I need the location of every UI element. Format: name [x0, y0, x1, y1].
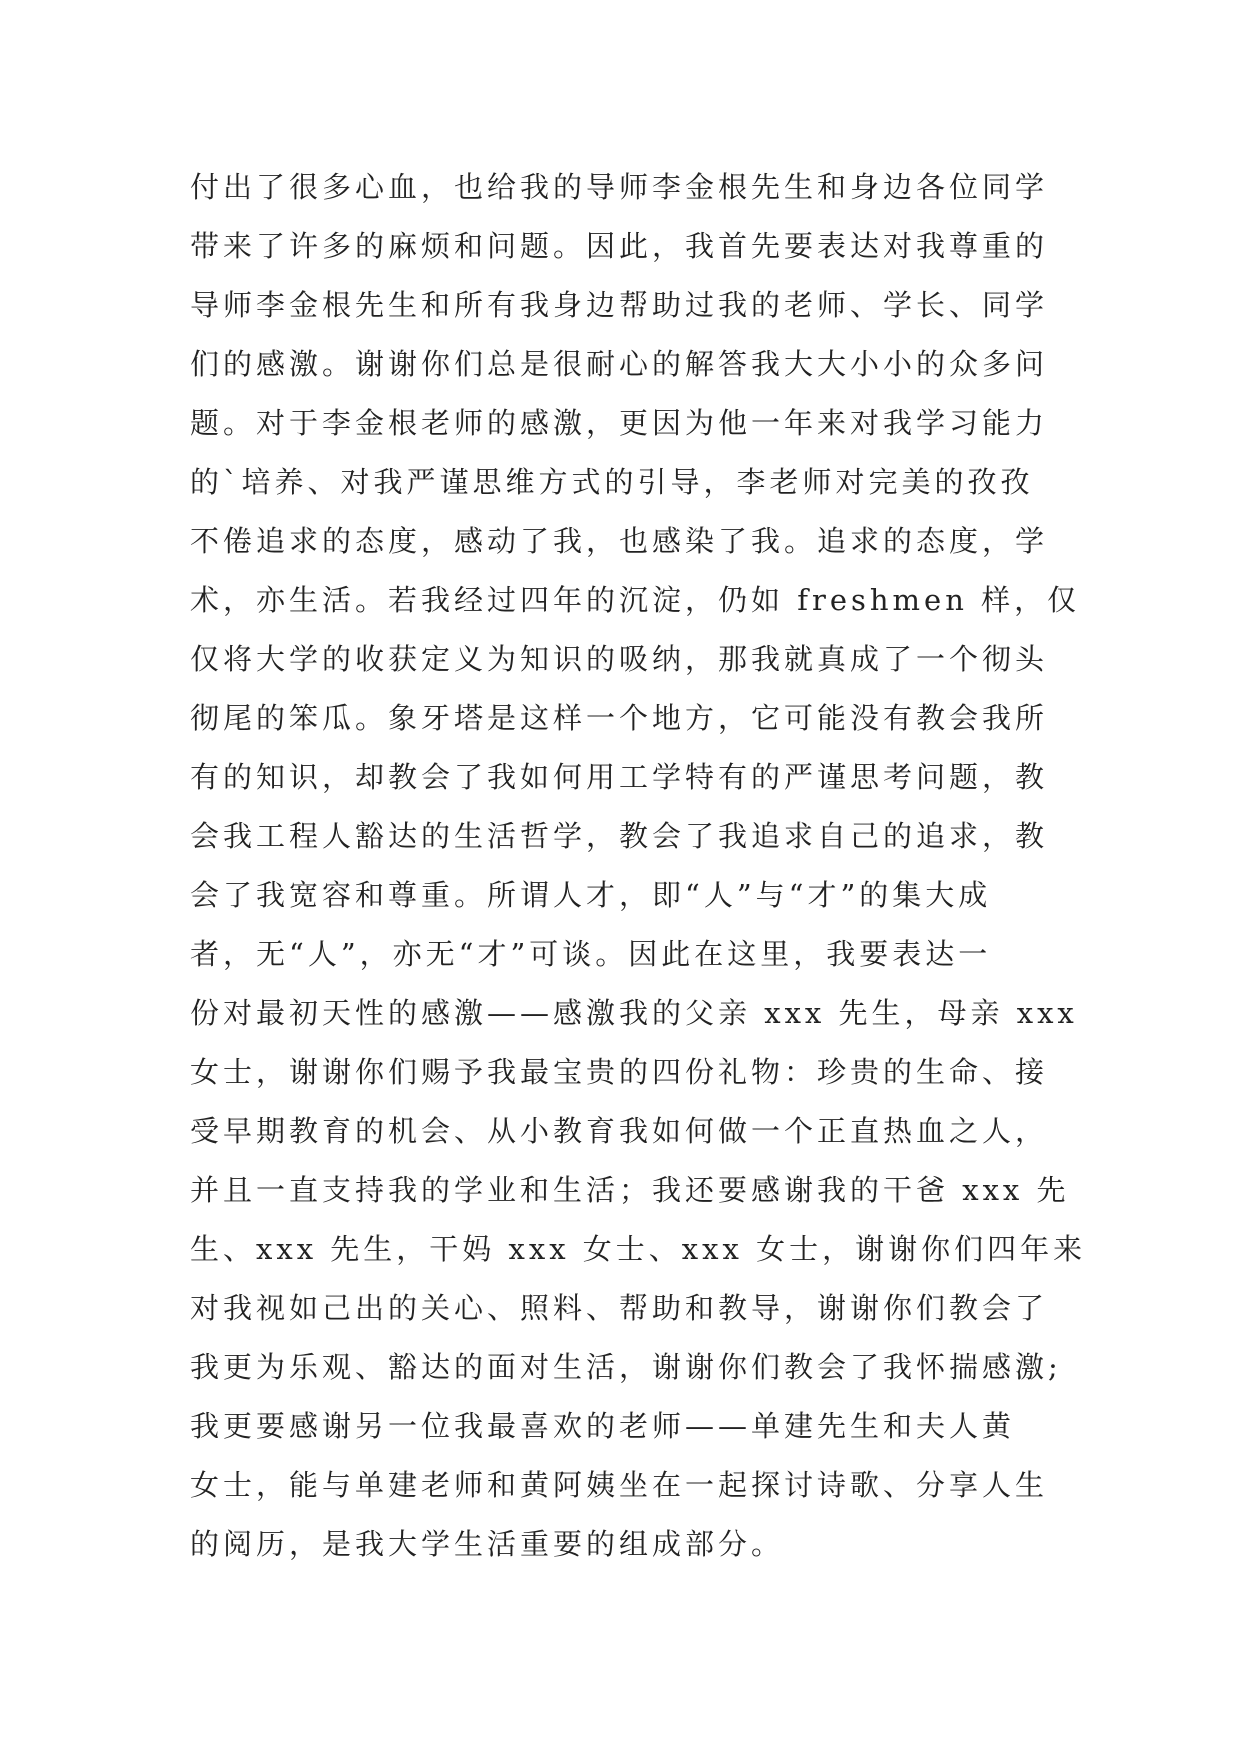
text-line: 生、xxx 先生，干妈 xxx 女士、xxx 女士，谢谢你们四年来: [190, 1232, 1087, 1266]
text-line: 我更为乐观、豁达的面对生活，谢谢你们教会了我怀揣感激;: [190, 1350, 1062, 1384]
text-line: 对我视如己出的关心、照料、帮助和教导，谢谢你们教会了: [190, 1291, 1049, 1325]
text-line: 者，无“人”，亦无“才”可谈。因此在这里，我要表达一: [190, 937, 992, 971]
text-line: 女士，谢谢你们赐予我最宝贵的四份礼物：珍贵的生命、接: [190, 1055, 1049, 1089]
text-line: 并且一直支持我的学业和生活；我还要感谢我的干爸 xxx 先: [190, 1173, 1070, 1207]
text-line: 们的感激。谢谢你们总是很耐心的解答我大大小小的众多问: [190, 347, 1049, 381]
text-line: 份对最初天性的感激——感激我的父亲 xxx 先生，母亲 xxx: [190, 996, 1078, 1030]
text-line: 会了我宽容和尊重。所谓人才，即“人”与“才”的集大成: [190, 878, 992, 912]
body-paragraph: [190, 158, 1087, 1574]
text-line: 我更要感谢另一位我最喜欢的老师——单建先生和夫人黄: [190, 1409, 1016, 1443]
text-line: 仅将大学的收获定义为知识的吸纳，那我就真成了一个彻头: [190, 642, 1049, 676]
text-line: 付出了很多心血，也给我的导师李金根先生和身边各位同学: [190, 170, 1049, 204]
text-line: 受早期教育的机会、从小教育我如何做一个正直热血之人，: [190, 1114, 1049, 1148]
text-line: 不倦追求的态度，感动了我，也感染了我。追求的态度，学: [190, 524, 1049, 558]
text-line: 的`培养、对我严谨思维方式的引导，李老师对完美的孜孜: [190, 465, 1034, 499]
text-line: 彻尾的笨瓜。象牙塔是这样一个地方，它可能没有教会我所: [190, 701, 1049, 735]
text-line: 导师李金根先生和所有我身边帮助过我的老师、学长、同学: [190, 288, 1049, 322]
text-line: 女士，能与单建老师和黄阿姨坐在一起探讨诗歌、分享人生: [190, 1468, 1049, 1502]
text-line: 术，亦生活。若我经过四年的沉淀，仍如 freshmen 样，仅: [190, 583, 1081, 617]
text-line: 会我工程人豁达的生活哲学，教会了我追求自己的追求，教: [190, 819, 1049, 853]
text-line: 题。对于李金根老师的感激，更因为他一年来对我学习能力: [190, 406, 1049, 440]
text-line: 带来了许多的麻烦和问题。因此，我首先要表达对我尊重的: [190, 229, 1049, 263]
text-line: 有的知识，却教会了我如何用工学特有的严谨思考问题，教: [190, 760, 1049, 794]
text-line: 的阅历，是我大学生活重要的组成部分。: [190, 1527, 785, 1561]
